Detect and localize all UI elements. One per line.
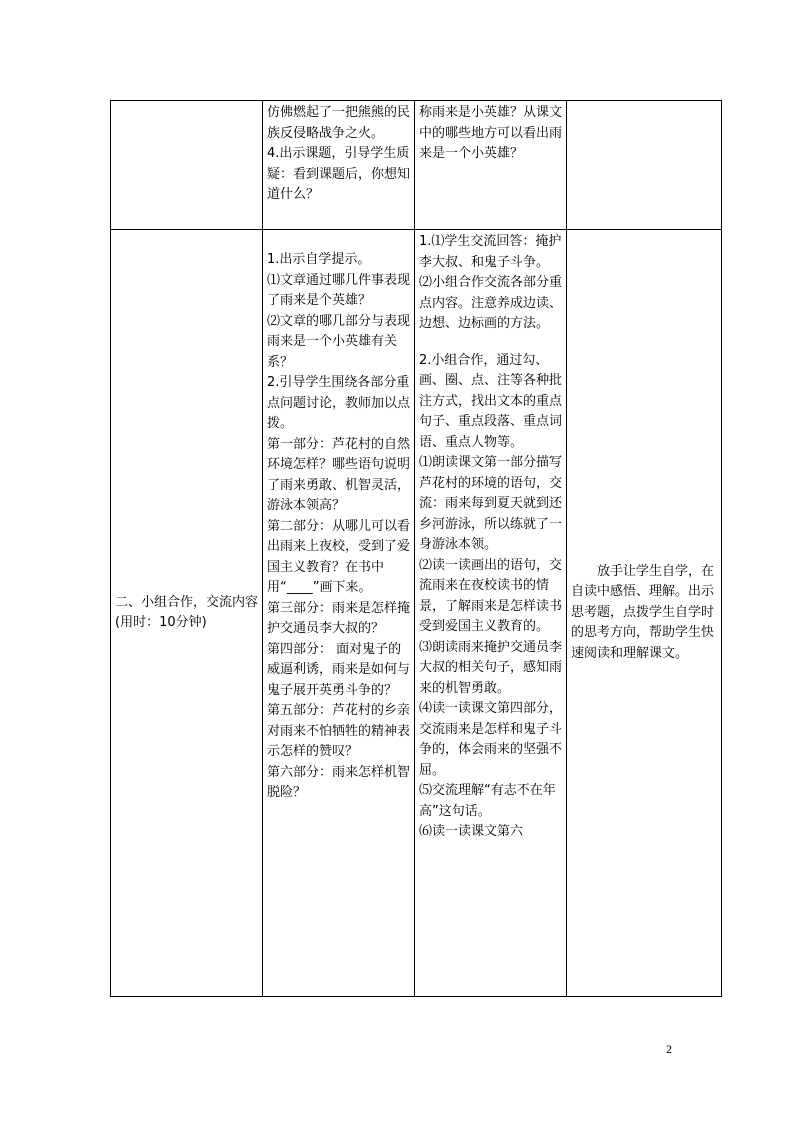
text-line: 2.小组合作，通过勾、画、圈、点、注等各种批注方式，找出文本的重点句子、重点段落、重点词语、重点人物等。	[419, 352, 563, 450]
row2-teacher-activity-cell	[263, 230, 415, 997]
text-line: ⑷读一读课文第四部分，交流雨来是怎样和鬼子斗争的，体会雨来的坚强不屈。	[419, 701, 563, 778]
lesson-plan-table	[110, 100, 722, 997]
design-intent-text: 放手让学生自学，在自读中感悟、理解。出示思考题，点拨学生自学时的思考方向，帮助学生快速阅读和理解课文。	[571, 563, 715, 661]
text-line: ⑵文章的哪几部分与表现雨来是一个小英雄有关系？	[267, 313, 411, 370]
text-line: ⑹读一读课文第六	[419, 824, 524, 839]
text-line: ⑶朗读雨来掩护交通员李大叔的相关句子，感知雨来的机智勇敢。	[419, 639, 563, 696]
row1-teacher-activity-cell	[263, 101, 415, 230]
text-line: 第五部分：芦花村的乡亲对雨来不怕牺牲的精神表示怎样的赞叹？	[267, 703, 411, 759]
text-line: 第三部分：雨来是怎样掩护交通员李大叔的？	[267, 600, 411, 636]
text-line: 称雨来是小英雄？从课文中的哪些地方可以看出雨来是一个小英雄？	[419, 105, 563, 161]
row2-stage-cell	[111, 230, 263, 997]
text-line: 2.引导学生围绕各部分重点问题讨论，教师加以点拨。	[267, 375, 411, 431]
text-line: 4.出示课题，引导学生质疑：看到课题后，你想知道什么？	[267, 146, 411, 202]
text-line: 第二部分：从哪儿可以看出雨来上夜校，受到了爱国主义教育？在书中用“____”画下来。	[267, 518, 411, 595]
text-line: 仿佛燃起了一把熊熊的民族反侵略战争之火。	[267, 105, 411, 141]
row1-student-activity-cell	[415, 101, 567, 230]
text-line: ⑵读一读画出的语句，交流雨来在夜校读书的情景，了解雨来是怎样读书受到爱国主义教育的。	[419, 557, 563, 634]
row2-design-intent-cell	[567, 230, 722, 997]
text-line: 第六部分：雨来怎样机智脱险？	[267, 764, 411, 800]
table-row	[111, 101, 722, 230]
row2-student-activity-cell	[415, 230, 567, 997]
text-line: 1.⑴学生交流回答：掩护李大叔、和鬼子斗争。	[419, 234, 562, 270]
text-line: 第一部分：芦花村的自然环境怎样？哪些语句说明了雨来勇敢、机智灵活，游泳本领高？	[267, 436, 411, 513]
text-line: ⑸交流理解“有志不在年高”这句话。	[419, 783, 556, 819]
text-line: ⑴文章通过哪几件事表现了雨来是个英雄？	[267, 272, 411, 308]
row1-design-intent-cell	[567, 101, 722, 230]
spacer	[419, 335, 562, 351]
text-line: ⑵小组合作交流各部分重点内容。注意养成边读、边想、边标画的方法。	[419, 275, 563, 331]
row1-stage-cell	[111, 101, 263, 230]
text-line: 1.出示自学提示。	[267, 252, 371, 267]
text-line: 第四部分： 面对鬼子的威逼利诱，雨来是如何与鬼子展开英勇斗争的？	[267, 641, 411, 698]
stage-title: 二、小组合作，交流内容(用时：10分钟)	[115, 594, 259, 630]
text-line: ⑴朗读课文第一部分描写芦花村的环境的语句，交流：雨来每到夏天就到还乡河游泳，所以练就了一身游泳本领。	[419, 455, 563, 552]
page-number: 2	[666, 1042, 672, 1056]
table-row	[111, 230, 722, 997]
